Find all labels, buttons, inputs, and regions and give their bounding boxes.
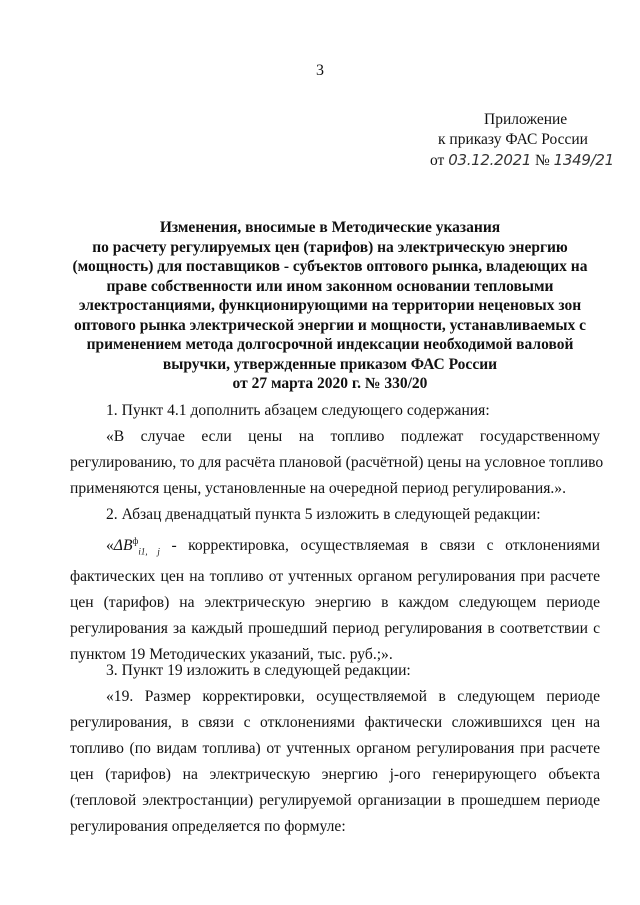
page-number: 3 <box>316 62 324 79</box>
title-line: Изменения, вносимые в Методические указания <box>159 219 501 236</box>
paragraph-line: регулирования за каждый прошедший период регулирования в соответствии с <box>70 620 600 638</box>
title-line: праве собственности или ином законном основании тепловыми <box>106 277 554 295</box>
annex-title: Приложение <box>484 111 568 128</box>
handwritten-date: 03.12.2021 <box>448 151 532 169</box>
paragraph-line: фактических цен на топливо от учтенных органом регулирования при расчете <box>70 568 600 586</box>
formula-symbol: ΔB <box>113 537 133 555</box>
item3-heading: 3. Пункт 19 изложить в следующей редакции: <box>106 662 411 679</box>
title-line: от 27 марта 2020 г. № 330/20 <box>232 375 428 392</box>
paragraph-line-with-formula <box>70 528 600 564</box>
paragraph-line: применяются цены, установленные на очередной период регулирования.». <box>70 480 566 497</box>
formula-subscript: i1, j <box>138 546 160 557</box>
title-line: по расчету регулируемых цен (тарифов) на электрическую энергию <box>92 238 568 256</box>
item3-paragraph <box>70 684 600 840</box>
paragraph-line: топливо (по видам топлива) от учтенных органом регулирования при расчете <box>70 740 600 757</box>
paragraph-line: пунктом 19 Методических указаний, тыс. руб.;». <box>70 646 393 664</box>
handwritten-number: 1349/21 <box>553 151 614 169</box>
annex-date-number <box>430 150 614 171</box>
paragraph-line: цен (тарифов) на электрическую энергию j-ого генерирующего объекта <box>70 766 600 783</box>
annex-from-label: от <box>430 152 445 169</box>
title-line: выручки, утвержденные приказом ФАС России <box>162 355 498 373</box>
paragraph-line: (тепловой электростанции) регулируемой организации в прошедшем периоде <box>70 792 600 809</box>
annex-order-ref: к приказу ФАС России <box>438 131 588 148</box>
item1-paragraph <box>70 424 604 502</box>
paragraph-line: «В случае если цены на топливо подлежат государственному <box>106 428 600 445</box>
title-line: (мощность) для поставщиков - субъектов оптового рынка, владеющих на <box>72 258 588 275</box>
paragraph-text: - корректировка, осуществляемая в связи с отклонениями <box>159 537 600 555</box>
paragraph-line: регулированию, то для расчёта плановой (расчётной) цены на условное топливо <box>70 454 604 471</box>
paragraph-line: цен (тарифов) на электрическую энергию в каждом следующем периоде <box>70 594 600 612</box>
item2-paragraph <box>70 528 600 668</box>
title-line: применением метода долгосрочной индексации необходимой валовой <box>86 336 574 353</box>
paragraph-line: регулирования определяется по формуле: <box>70 818 346 835</box>
formula-open-quote: « <box>106 537 114 555</box>
annex-block <box>430 110 614 171</box>
item1-heading: 1. Пункт 4.1 дополнить абзацем следующего содержания: <box>106 402 490 419</box>
title-line: электростанциями, функционирующими на территории неценовых зон <box>78 297 582 314</box>
number-sign: № <box>534 152 550 169</box>
paragraph-line: «19. Размер корректировки, осуществляемой в следующем периоде <box>106 688 600 705</box>
paragraph-line: регулирования, в связи с отклонениями фактически сложившихся цен на <box>70 714 600 731</box>
title-line: оптового рынка электрической энергии и мощности, устанавливаемых с <box>73 316 587 334</box>
document-title <box>60 218 600 394</box>
formula-superscript: ф <box>132 536 139 546</box>
item2-heading: 2. Абзац двенадцатый пункта 5 изложить в следующей редакции: <box>106 506 541 523</box>
